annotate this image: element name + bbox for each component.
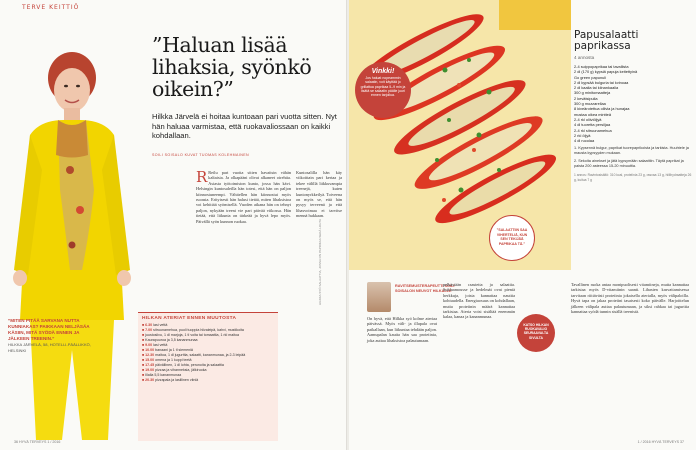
drop-cap: R	[196, 168, 208, 186]
meal-text: lasi vettä	[153, 323, 168, 327]
recipe-step-1: 1. Kypsennä bulgur, paprikat tuorepaprikoista ja tarkista. Huuhtele ja mausta kypsyyden mukaan.	[574, 146, 689, 156]
bullet-icon: ■	[142, 373, 146, 377]
bullet-icon: ■	[142, 358, 146, 362]
stuffed-peppers-photo	[349, 0, 571, 270]
see-next-page-badge	[517, 314, 555, 352]
ingredient-item: 2 dl (170 g) kypsiä papuja keitettyinä	[574, 69, 638, 75]
bullet-icon: ■	[142, 368, 146, 372]
meal-time: 7.00	[145, 328, 153, 332]
ingredient-item: 2 rkl öljyä	[574, 132, 591, 138]
meal-text: juustosiivu, 1 dl marjoja, 1 tl voita tai tomaattia, 1 rkl maitoa	[145, 333, 240, 337]
tip-text: Jos haluat nopeammin salaatin, voit käyttää jo grillattua paprikaa 5–9 min ja lisätä se salaatin päälle juuri ennen tarjoilua.	[360, 76, 406, 98]
meal-time: 15.00	[145, 358, 155, 362]
meal-time: 6.30	[145, 323, 153, 327]
ingredient-item: 4 dl rucolaa	[574, 138, 595, 144]
right-page	[349, 0, 696, 450]
bullet-icon: ■	[142, 378, 146, 382]
bullet-icon: ■	[142, 323, 146, 327]
salad-quote-text: ”SALAATTIIN SAA VIHERTELIÄ, KUN SEN TEKIJÄÄ PAPRIKAA TÄ.”	[496, 228, 528, 246]
bullet-icon: ■	[142, 348, 146, 352]
woman-photo	[0, 20, 135, 440]
ingredient-item: 4 dl tuoretta persiljaa	[574, 122, 611, 128]
meal-text: lasi vettä	[153, 343, 168, 347]
ingredient-item: 2-4 rkl sitruunamehua	[574, 127, 612, 133]
ingredient-item: 300 g mozzarellaa	[574, 101, 606, 107]
left-page	[0, 0, 347, 450]
meals-box	[138, 312, 278, 441]
headline: ”Haluan lisää lihaksia, syönkö oikein?”	[152, 33, 312, 101]
meals-box-title: HILKAN ATERIAT ENNEN MUUTOSTA	[142, 316, 237, 321]
meal-text: Illalla 5,5 kananmunaa	[145, 373, 182, 377]
meal-time: 19.00	[145, 368, 155, 372]
recipe-step-2: 2. Sekoita ainekset ja jätä kypsymään salaattiin. Täytä paprikat ja paista 200 asteessa 15-20 minuuttia.	[574, 159, 684, 169]
lede: Hilkka Järvelä ei hoitaa kuntoaan pari vuotta sitten. Nyt hän haluaa varmistaa, että ruokavaliossaan on kaikki kohdallaan.	[152, 112, 337, 141]
advice-column-2: pelkästään raastetta ja salaattia. Suklaamousse ja hedelmät ovat pieniä herkkuja, joista kannattaa nauttia kohtuudella. Energiaosuus on kohdallaan, mutta proteiinin määrä kannattaa tarkistaa. Ateria voisi sisältää enemmän kalaa, kanaa ja kananmunaa.	[443, 282, 515, 320]
meal-text: pizzaa ja vihanneksia, jälkiruoka	[155, 368, 207, 372]
meal-text: pizzapala ja lasillinen viiniä	[155, 378, 199, 382]
see-next-page-text: KATSO HILKAN RUOKAVALIO SEURAAVALTA SIVULTA	[523, 323, 549, 340]
meal-text: päivällinen, 1 dl lohta, perunoita ja salaattia	[155, 363, 224, 367]
meal-time: 9.00	[145, 343, 153, 347]
section-label: TERVE KEITTIÖ	[22, 4, 80, 11]
ingredient-item: 2 dl kaalia tai kiinankaalia	[574, 85, 619, 91]
byline: SOILI SOISALO KUVAT TUOMAS KOLEHMAINEN	[152, 153, 250, 157]
meal-time: 20.30	[145, 378, 155, 382]
body-column-1-text: Reilu pari vuotta sitten havaitsin vähän kaltaisia. Ja olkapääni olivat alkaneet oirehtia. Asiasta työtoimiston kunto, jossa hän kävi. Helsingin kuntosaleilla hän totesi, että hän on paljon kiinnostuneempi. Vähitellen hän kiinnostui myös ruoasta. Erityisesti hän halusi tietää, miten lihaksistoa voi kehittää syömisellä. Vuoden aikana hän on tehnyt paljon, nykyään treeni vie pari päivää viikossa. Hän tietää, että liikunta on tärkeää ja hyvä lepo myös. Päivällä syön kunnon ruokaa.	[196, 170, 291, 224]
recipe-title: Papusalaatti paprikassa	[574, 29, 639, 52]
advice-column-1: On hyvä, että Hilkka syö kolme ateriaa päivässä. Myös väli- ja illapala ovat paikallaan, kun liikuntaa tehdään paljon. Aamupalan kautta hän saa proteiinia, joka auttaa lihaksistoa palautumaan.	[367, 316, 437, 343]
meal-text: banaani ja 1 tl siemeniä	[155, 348, 193, 352]
ingredient-item: 2 dl kypsää bulguria tai kvinoaa	[574, 79, 629, 85]
bullet-icon: ■	[142, 363, 146, 367]
page-footer-left: 36 HYVÄ TERVEYS 1 / 2016	[14, 440, 61, 444]
ingredient-item: mustaa oikea mintteä	[574, 111, 611, 117]
nutrition-info: 1 annos: Ravintosisältö: 310 kcal, proteiinia 23 g, rasvaa 13 g, hiilihydraatteja 26 g, kuitua 7 g	[574, 173, 692, 182]
bullet-icon: ■	[142, 328, 146, 332]
ingredient-item: 8 kiveärotettua oliivia ja hunajaa	[574, 106, 630, 112]
ingredient-item: Go green papunuli	[574, 74, 607, 80]
meal-text: sitruunamehua, puoli tuoppia hiivaleipä, kahvi, mustikoita	[153, 328, 244, 332]
meal-time: 17.45	[145, 363, 155, 367]
page-footer-right: 1 / 2016 HYVÄ TERVEYS 37	[637, 440, 684, 444]
bullet-icon: ■	[142, 338, 146, 342]
ingredient-item: 2 kevätsipulia	[574, 95, 598, 101]
ingredient-list	[574, 64, 692, 143]
body-column-2: Kuntosalilla hän käy viikoittain pari kertaa ja tekee välillä liikkuvampia treenejä, kuten kuntonyrkkeilyä. Toiveena on myös se, että hän pysyy terveenä ja että lihasvoimaa ei tarvitse mennä hukkaan.	[296, 170, 342, 219]
tip-badge	[355, 62, 411, 118]
bullet-icon: ■	[142, 353, 146, 357]
pull-quote	[8, 318, 92, 354]
bullet-icon: ■	[142, 333, 146, 337]
ingredient-item: 2-4 suippopaprikaa tai tavallista	[574, 64, 629, 69]
pull-quote-text: ”MITEN PITÄÄ SARVANA NUTTA KUNNIAKAS? PAIKKAAN NELJÄSÄA KÄSIIN, MITÄ SYÖDÄ ENNEN JA JÄLKEEN TREENIN.”	[8, 318, 90, 341]
portrait-caption: RAVITSEMUSTERAPEUTTI SOILI SOISALON NEUVOT HILKALLE	[395, 284, 455, 293]
body-column-1	[196, 170, 291, 224]
meal-row	[138, 378, 278, 383]
bullet-icon: ■	[142, 343, 146, 347]
nutritionist-portrait	[367, 282, 391, 312]
meal-time: 12.30	[145, 353, 155, 357]
meal-text: omena ja 1 kuppi teetä	[155, 358, 192, 362]
meals-list	[138, 323, 278, 383]
meal-text: Kaurapuuroa ja 3,5 kananmunaa	[145, 338, 198, 342]
salad-quote-badge	[489, 215, 535, 261]
tip-title: Vinkki!	[371, 68, 395, 75]
ingredient-item: 2-4 rkl oliiviöljyä	[574, 116, 602, 122]
pull-quote-signature: HILKKA JÄRVELÄ, 58, HOTELLI-PÄÄLLIKKÖ, HELSINKI	[8, 342, 91, 353]
ingredient-item: 300 g minitomaatteja	[574, 90, 611, 96]
recipe-servings: 4 annosta	[574, 55, 595, 60]
advice-column-3: Tavallinen ruoka antaa monipuolisesti vitamiineja, mutta kannattaa tarkistaa myös D-vitamiinin saanti. Lihasten kasvattamisessa tarvitaan riittävästi proteiinia jokaisella aterialla, myös välipaloilla. Hyvä tapa on jakaa proteiini tasaisesti koko päivälle. Harjoittelun jälkeen välipala auttaa palautumaan, ja siksi rahkaa tai jugurttia kannattaa syödä tunnin sisällä treenistä.	[571, 282, 689, 315]
recipe	[574, 30, 692, 182]
meal-time: 10.00	[145, 348, 155, 352]
side-caption: HILKKA SYÖ SALAATTIA, JOSSA ON PAPRIKAA SEKÄ LOHTA	[318, 218, 322, 305]
meal-text: maitoa, 1 dl jugurttia, salaatti, kananmunaa, ja 2-3 leipää	[155, 353, 246, 357]
